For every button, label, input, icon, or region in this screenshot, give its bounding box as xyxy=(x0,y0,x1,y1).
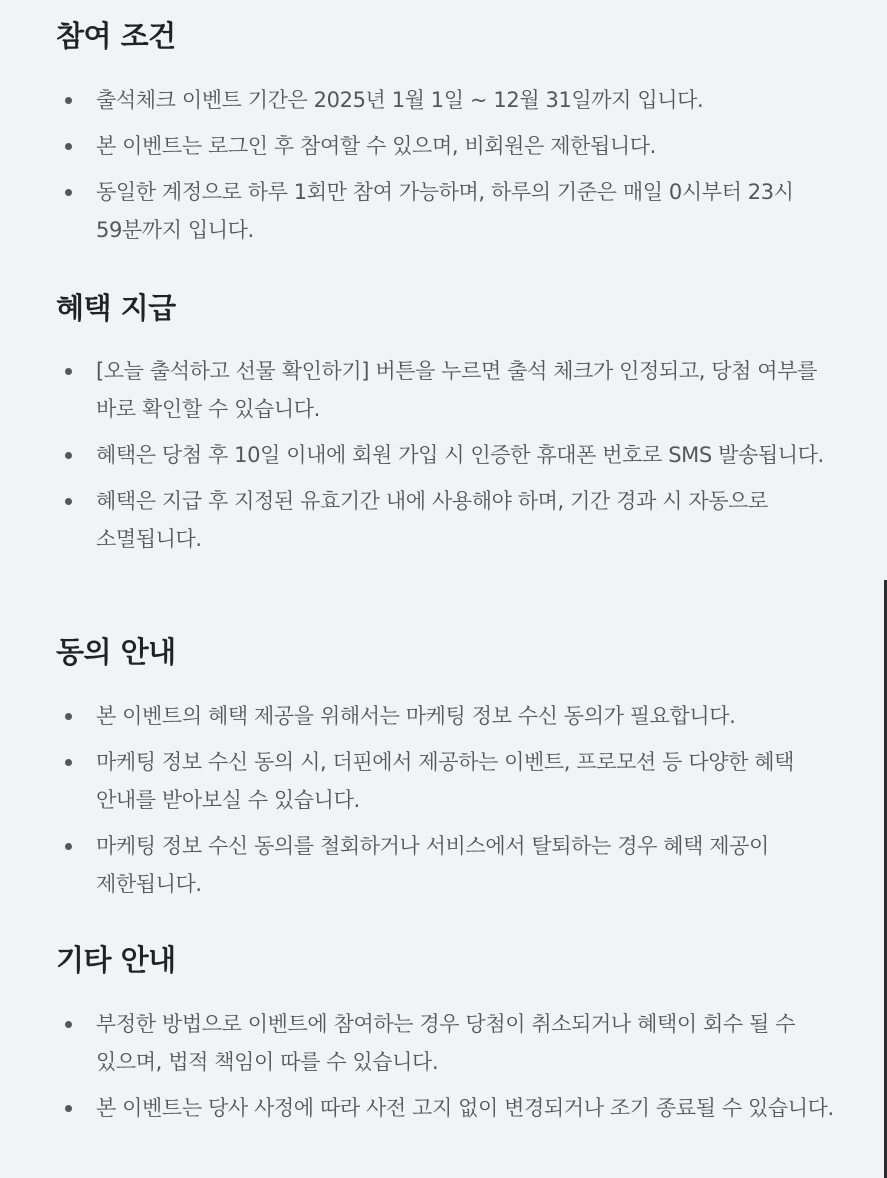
list-item xyxy=(56,743,846,819)
bullet-dot-icon xyxy=(65,1105,72,1112)
bullet-dot-icon xyxy=(65,713,72,720)
list-item-text: 혜택은 지급 후 지정된 유효기간 내에 사용해야 하며, 기간 경과 시 자동으로 소멸됩니다. xyxy=(96,489,768,551)
list-item xyxy=(56,482,846,558)
list-item-text: 본 이벤트는 당사 사정에 따라 사전 고지 없이 변경되거나 조기 종료될 수 있습니다. xyxy=(96,1096,834,1120)
list-item xyxy=(56,173,846,249)
bullet-list xyxy=(56,81,846,249)
bullet-dot-icon xyxy=(65,143,72,150)
list-item-text: 혜택은 당첨 후 10일 이내에 회원 가입 시 인증한 휴대폰 번호로 SMS 발송됩니다. xyxy=(96,443,824,467)
list-item xyxy=(56,1089,846,1127)
bullet-list xyxy=(56,697,846,903)
list-item xyxy=(56,436,846,474)
list-item-text: [오늘 출석하고 선물 확인하기] 버튼을 누르면 출석 체크가 인정되고, 당첨 여부를 바로 확인할 수 있습니다. xyxy=(96,359,817,421)
bullet-list xyxy=(56,352,846,558)
list-item-text: 마케팅 정보 수신 동의를 철회하거나 서비스에서 탈퇴하는 경우 혜택 제공이 제한됩니다. xyxy=(96,834,769,896)
list-item-text: 마케팅 정보 수신 동의 시, 더핀에서 제공하는 이벤트, 프로모션 등 다양한 혜택 안내를 받아보실 수 있습니다. xyxy=(96,750,795,812)
bullet-dot-icon xyxy=(65,498,72,505)
section-title: 기타 안내 xyxy=(56,943,176,977)
bullet-list xyxy=(56,1005,846,1127)
list-item xyxy=(56,827,846,903)
list-item-text: 출석체크 이벤트 기간은 2025년 1월 1일 ~ 12월 31일까지 입니다. xyxy=(96,88,704,112)
list-item xyxy=(56,352,846,428)
bullet-dot-icon xyxy=(65,368,72,375)
list-item-text: 본 이벤트는 로그인 후 참여할 수 있으며, 비회원은 제한됩니다. xyxy=(96,134,656,158)
bullet-dot-icon xyxy=(65,189,72,196)
list-item xyxy=(56,127,846,165)
list-item-text: 본 이벤트의 혜택 제공을 위해서는 마케팅 정보 수신 동의가 필요합니다. xyxy=(96,704,736,728)
section-title: 혜택 지급 xyxy=(56,291,176,325)
section-title: 참여 조건 xyxy=(56,19,176,53)
bullet-dot-icon xyxy=(65,759,72,766)
bullet-dot-icon xyxy=(65,452,72,459)
bullet-dot-icon xyxy=(65,97,72,104)
bullet-dot-icon xyxy=(65,1021,72,1028)
list-item xyxy=(56,1005,846,1081)
bullet-dot-icon xyxy=(65,843,72,850)
list-item xyxy=(56,697,846,735)
list-item-text: 부정한 방법으로 이벤트에 참여하는 경우 당첨이 취소되거나 혜택이 회수 될 수 있으며, 법적 책임이 따를 수 있습니다. xyxy=(96,1012,796,1074)
list-item-text: 동일한 계정으로 하루 1회만 참여 가능하며, 하루의 기준은 매일 0시부터 23시 59분까지 입니다. xyxy=(96,180,794,242)
list-item xyxy=(56,81,846,119)
section-title: 동의 안내 xyxy=(56,635,176,669)
